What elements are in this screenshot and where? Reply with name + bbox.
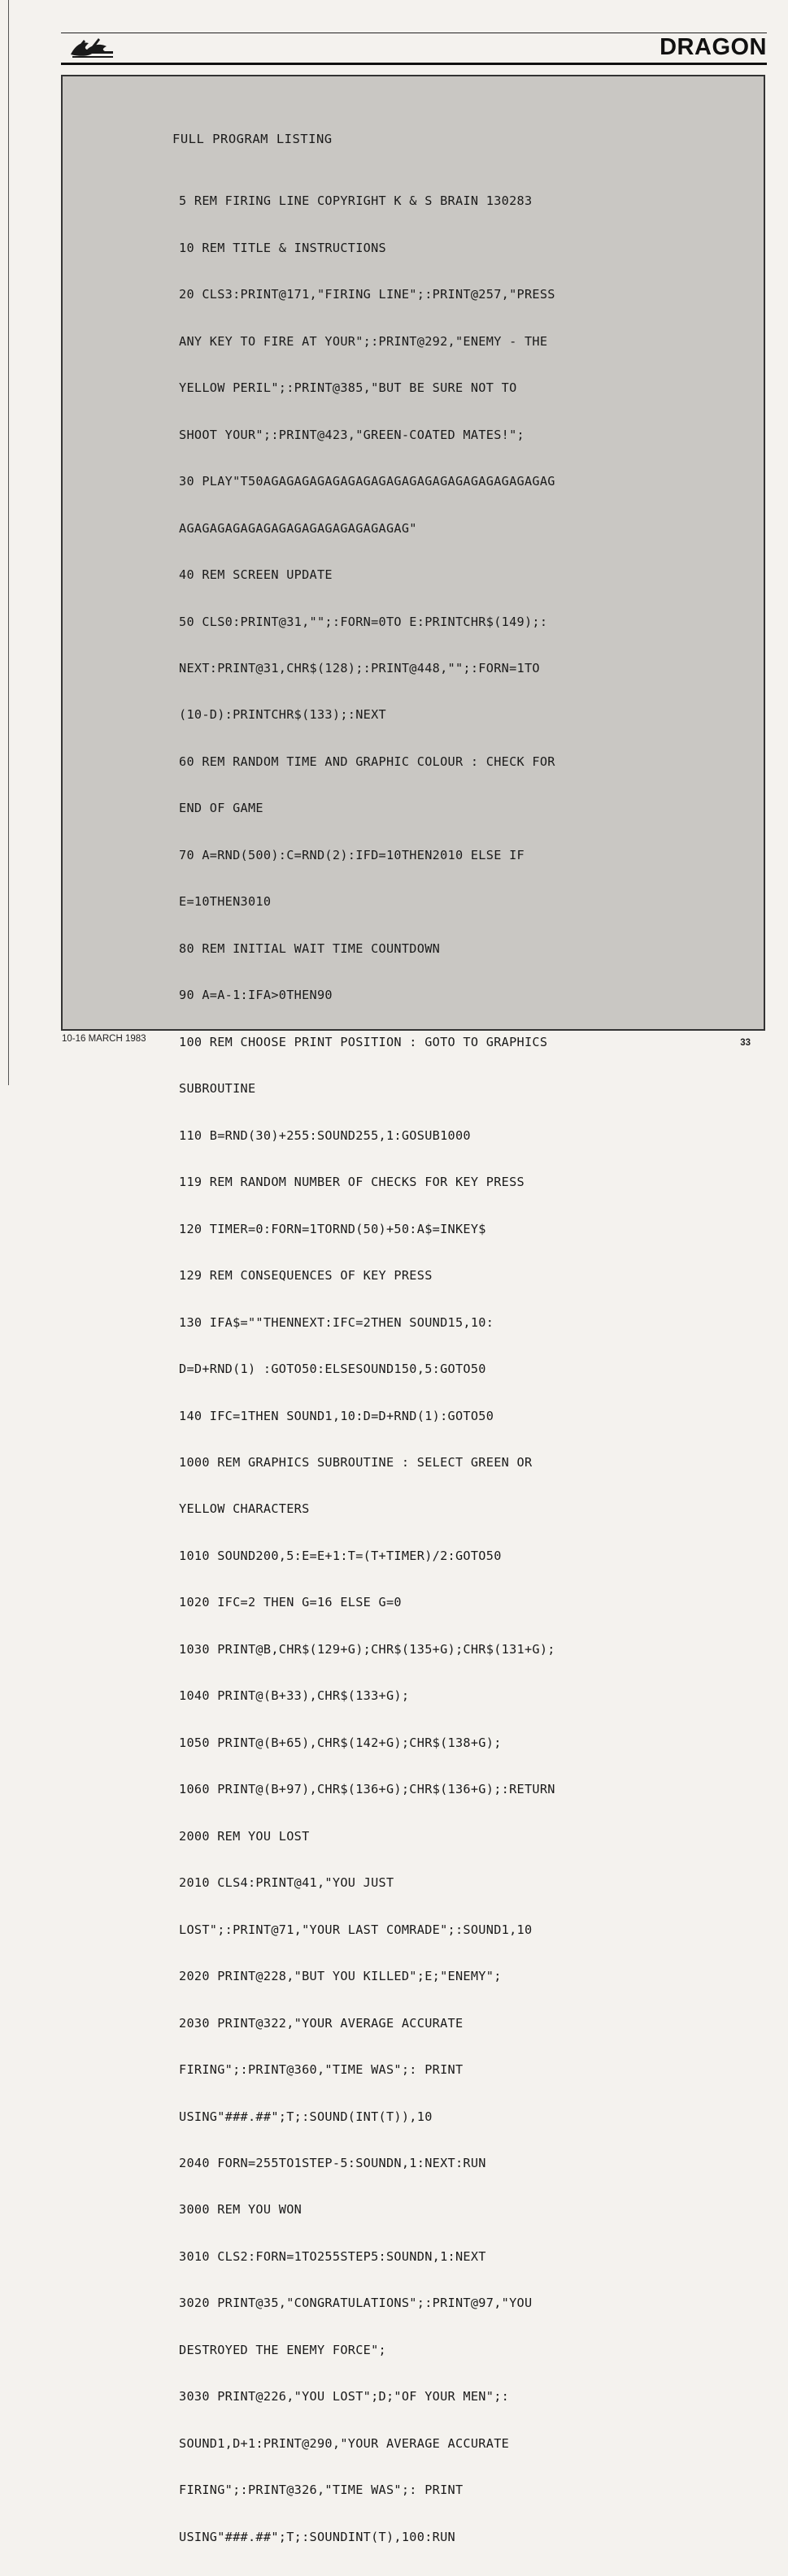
listing-heading: FULL PROGRAM LISTING — [172, 132, 333, 146]
code-line: YELLOW CHARACTERS — [179, 1501, 310, 1517]
code-listing — [179, 163, 555, 2576]
code-line: USING"###.##";T;:SOUND(INT(T)),10 — [179, 2109, 433, 2124]
code-line: LOST";:PRINT@71,"YOUR LAST COMRADE";:SOUND1,10 — [179, 1922, 533, 1937]
code-line: 70 A=RND(500):C=RND(2):IFD=10THEN2010 ELSE IF — [179, 847, 525, 862]
code-line: 110 B=RND(30)+255:SOUND255,1:GOSUB1000 — [179, 1127, 471, 1143]
code-line: 2020 PRINT@228,"BUT YOU KILLED";E;"ENEMY"; — [179, 1969, 502, 1984]
code-line: 20 CLS3:PRINT@171,"FIRING LINE";:PRINT@257,"PRESS — [179, 287, 555, 302]
code-line: 3030 PRINT@226,"YOU LOST";D;"OF YOUR MEN";: — [179, 2389, 510, 2404]
code-line: 140 IFC=1THEN SOUND1,10:D=D+RND(1):GOTO50 — [179, 1408, 494, 1423]
code-line: E=10THEN3010 — [179, 894, 272, 910]
code-line: 60 REM RANDOM TIME AND GRAPHIC COLOUR : CHECK FOR — [179, 754, 555, 769]
code-line: 1030 PRINT@B,CHR$(129+G);CHR$(135+G);CHR$(131+G); — [179, 1641, 555, 1657]
dragon-logo-icon — [67, 37, 116, 59]
code-line: DESTROYED THE ENEMY FORCE"; — [179, 2342, 386, 2357]
code-line: 30 PLAY"T50AGAGAGAGAGAGAGAGAGAGAGAGAGAGAGAGAGAGAG — [179, 474, 555, 489]
code-line: 130 IFA$=""THENNEXT:IFC=2THEN SOUND15,10: — [179, 1314, 494, 1330]
code-line: NEXT:PRINT@31,CHR$(128);:PRINT@448,"";:FORN=1TO — [179, 661, 540, 675]
code-line: 2030 PRINT@322,"YOUR AVERAGE ACCURATE — [179, 2015, 464, 2031]
code-line: SUBROUTINE — [179, 1081, 256, 1097]
page-header — [61, 33, 767, 65]
code-line: 129 REM CONSEQUENCES OF KEY PRESS — [179, 1268, 433, 1284]
code-line: 80 REM INITIAL WAIT TIME COUNTDOWN — [179, 940, 441, 956]
code-line: 10 REM TITLE & INSTRUCTIONS — [179, 240, 386, 255]
issue-date: 10-16 MARCH 1983 — [62, 1034, 146, 1044]
code-line: 2040 FORN=255TO1STEP-5:SOUNDN,1:NEXT:RUN — [179, 2156, 486, 2170]
code-line: SOUND1,D+1:PRINT@290,"YOUR AVERAGE ACCURATE — [179, 2435, 510, 2451]
code-line: 1060 PRINT@(B+97),CHR$(136+G);CHR$(136+G);:RETURN — [179, 1782, 555, 1797]
code-line: 1010 SOUND200,5:E=E+1:T=(T+TIMER)/2:GOTO50 — [179, 1548, 502, 1563]
code-line: 1020 IFC=2 THEN G=16 ELSE G=0 — [179, 1595, 402, 1610]
code-line: FIRING";:PRINT@360,"TIME WAS";: PRINT — [179, 2062, 464, 2078]
code-line: 3020 PRINT@35,"CONGRATULATIONS";:PRINT@97,"YOU — [179, 2296, 533, 2311]
page-number: 33 — [740, 1038, 751, 1048]
section-title: DRAGON — [660, 34, 767, 60]
code-line: 100 REM CHOOSE PRINT POSITION : GOTO TO GRAPHICS — [179, 1034, 548, 1049]
code-line: SHOOT YOUR";:PRINT@423,"GREEN-COATED MATES!"; — [179, 427, 525, 442]
code-line: YELLOW PERIL";:PRINT@385,"BUT BE SURE NOT TO — [179, 380, 517, 396]
code-line: 2010 CLS4:PRINT@41,"YOU JUST — [179, 1875, 394, 1891]
code-line: AGAGAGAGAGAGAGAGAGAGAGAGAGAGAG" — [179, 520, 417, 536]
code-line: D=D+RND(1) :GOTO50:ELSESOUND150,5:GOTO50 — [179, 1362, 486, 1377]
left-page-edge — [0, 0, 9, 1085]
code-line: 5 REM FIRING LINE COPYRIGHT K & S BRAIN 130283 — [179, 193, 533, 209]
code-line: 40 REM SCREEN UPDATE — [179, 567, 333, 583]
code-line: 120 TIMER=0:FORN=1TORND(50)+50:A$=INKEY$ — [179, 1221, 486, 1236]
code-line: 50 CLS0:PRINT@31,"";:FORN=0TO E:PRINTCHR$(149);: — [179, 614, 548, 629]
code-line: 119 REM RANDOM NUMBER OF CHECKS FOR KEY PRESS — [179, 1175, 525, 1190]
code-line: USING"###.##";T;:SOUNDINT(T),100:RUN — [179, 2529, 455, 2544]
code-line: 3010 CLS2:FORN=1TO255STEP5:SOUNDN,1:NEXT — [179, 2248, 486, 2264]
code-line: ANY KEY TO FIRE AT YOUR";:PRINT@292,"ENEMY - THE — [179, 333, 548, 349]
code-line: 2000 REM YOU LOST — [179, 1828, 310, 1844]
code-line: 3000 REM YOU WON — [179, 2202, 303, 2218]
code-line: 90 A=A-1:IFA>0THEN90 — [179, 988, 333, 1003]
code-line: END OF GAME — [179, 801, 263, 816]
code-line: (10-D):PRINTCHR$(133);:NEXT — [179, 707, 386, 723]
code-line: 1000 REM GRAPHICS SUBROUTINE : SELECT GREEN OR — [179, 1454, 533, 1470]
code-line: 1050 PRINT@(B+65),CHR$(142+G);CHR$(138+G); — [179, 1735, 502, 1750]
code-line: FIRING";:PRINT@326,"TIME WAS";: PRINT — [179, 2483, 464, 2498]
code-line: 1040 PRINT@(B+33),CHR$(133+G); — [179, 1688, 410, 1704]
